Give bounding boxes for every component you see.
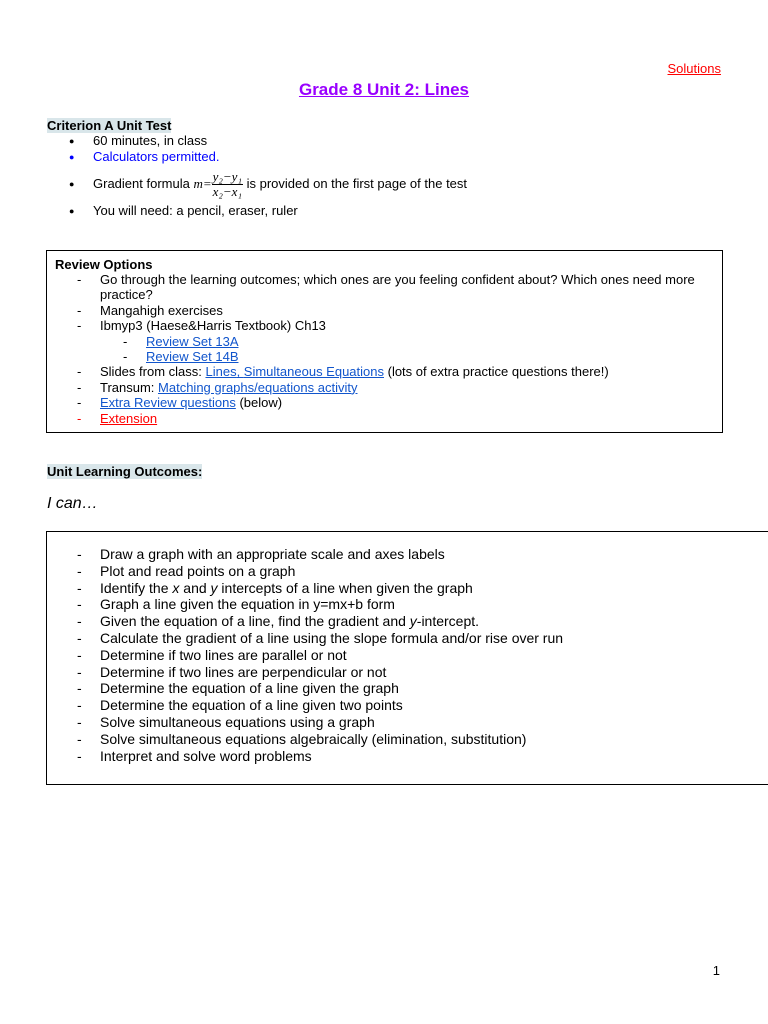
review-options-heading: Review Options [55, 257, 153, 272]
outcome-item: - Solve simultaneous equations using a graph [55, 714, 760, 731]
bullet-calculators: ● Calculators permitted. [47, 149, 747, 165]
review-item-extension [55, 411, 714, 426]
criterion-heading: Criterion A Unit Test [47, 118, 172, 133]
bullet-duration: ● 60 minutes, in class [47, 133, 747, 149]
review-subitem-13a [55, 334, 714, 349]
criterion-bullet-list [47, 133, 747, 219]
outcome-item: - Interpret and solve word problems [55, 748, 760, 765]
review-set-13a-link[interactable]: Review Set 13A [146, 333, 239, 349]
outcome-item: - Determine the equation of a line given the graph [55, 680, 760, 697]
outcome-item: - Calculate the gradient of a line using the slope formula and/or rise over run [55, 630, 760, 647]
transum-activity-link[interactable]: Matching graphs/equations activity [158, 379, 358, 395]
gradient-m: m= [193, 176, 212, 191]
outcome-item: - Determine if two lines are perpendicular or not [55, 664, 760, 681]
outcome-item: - Graph a line given the equation in y=mx+b form [55, 596, 760, 613]
transum-prefix: Transum: [100, 379, 159, 395]
extension-link[interactable]: Extension [100, 410, 158, 426]
page-number: 1 [712, 963, 720, 978]
review-item-extra [55, 395, 714, 410]
outcome-item: - Determine if two lines are parallel or not [55, 647, 760, 664]
review-item-slides [55, 364, 714, 379]
i-can-heading: I can… [47, 495, 98, 512]
outcome-item: - Given the equation of a line, find the gradient and y-intercept. [55, 613, 760, 630]
review-subitem-14b [55, 349, 714, 364]
outcome-item: - Solve simultaneous equations algebraically (elimination, substitution) [55, 731, 760, 748]
outcome-item: - Plot and read points on a graph [55, 563, 760, 580]
outcome-item: - Draw a graph with an appropriate scale and axes labels [55, 546, 760, 563]
review-set-14b-link[interactable]: Review Set 14B [146, 349, 239, 365]
gradient-denominator: x₂−x₁ [212, 184, 242, 200]
slides-prefix: Slides from class: [100, 364, 206, 380]
slides-simultaneous-link[interactable]: Simultaneous Equations [243, 364, 384, 380]
outcome-item: - Identify the x and y intercepts of a line when given the graph [55, 580, 760, 597]
outcome-item: - Determine the equation of a line given two points [55, 697, 760, 714]
review-options-list [55, 272, 714, 426]
review-item-transum [55, 380, 714, 395]
slides-lines-link[interactable]: Lines [205, 364, 237, 380]
bullet-need: ● You will need: a pencil, eraser, ruler [47, 203, 747, 219]
extra-review-suffix: (below) [235, 395, 283, 411]
learning-outcomes-box [46, 531, 768, 785]
extra-review-link[interactable]: Extra Review questions [100, 395, 236, 411]
review-item-mangahigh: - Mangahigh exercises [55, 303, 714, 318]
review-item-textbook: - Ibmyp3 (Haese&Harris Textbook) Ch13 [55, 318, 714, 333]
gradient-prefix: Gradient formula [93, 176, 190, 191]
gradient-suffix: is provided on the first page of the test [246, 176, 468, 191]
outcomes-heading: Unit Learning Outcomes: [47, 464, 203, 479]
learning-outcomes-list [55, 546, 760, 764]
bullet-gradient-formula [47, 165, 747, 203]
solutions-link[interactable]: Solutions [667, 61, 721, 76]
slides-suffix: (lots of extra practice questions there!) [384, 364, 609, 380]
slides-separator: , [236, 364, 244, 380]
gradient-fraction [212, 170, 243, 199]
review-item-outcomes: - Go through the learning outcomes; which ones are you feeling confident about? Which ones need more practice? [55, 272, 714, 303]
gradient-numerator: y₂−y₁ [212, 169, 242, 185]
review-options-box [46, 250, 723, 433]
page-title: Grade 8 Unit 2: Lines [298, 80, 470, 99]
